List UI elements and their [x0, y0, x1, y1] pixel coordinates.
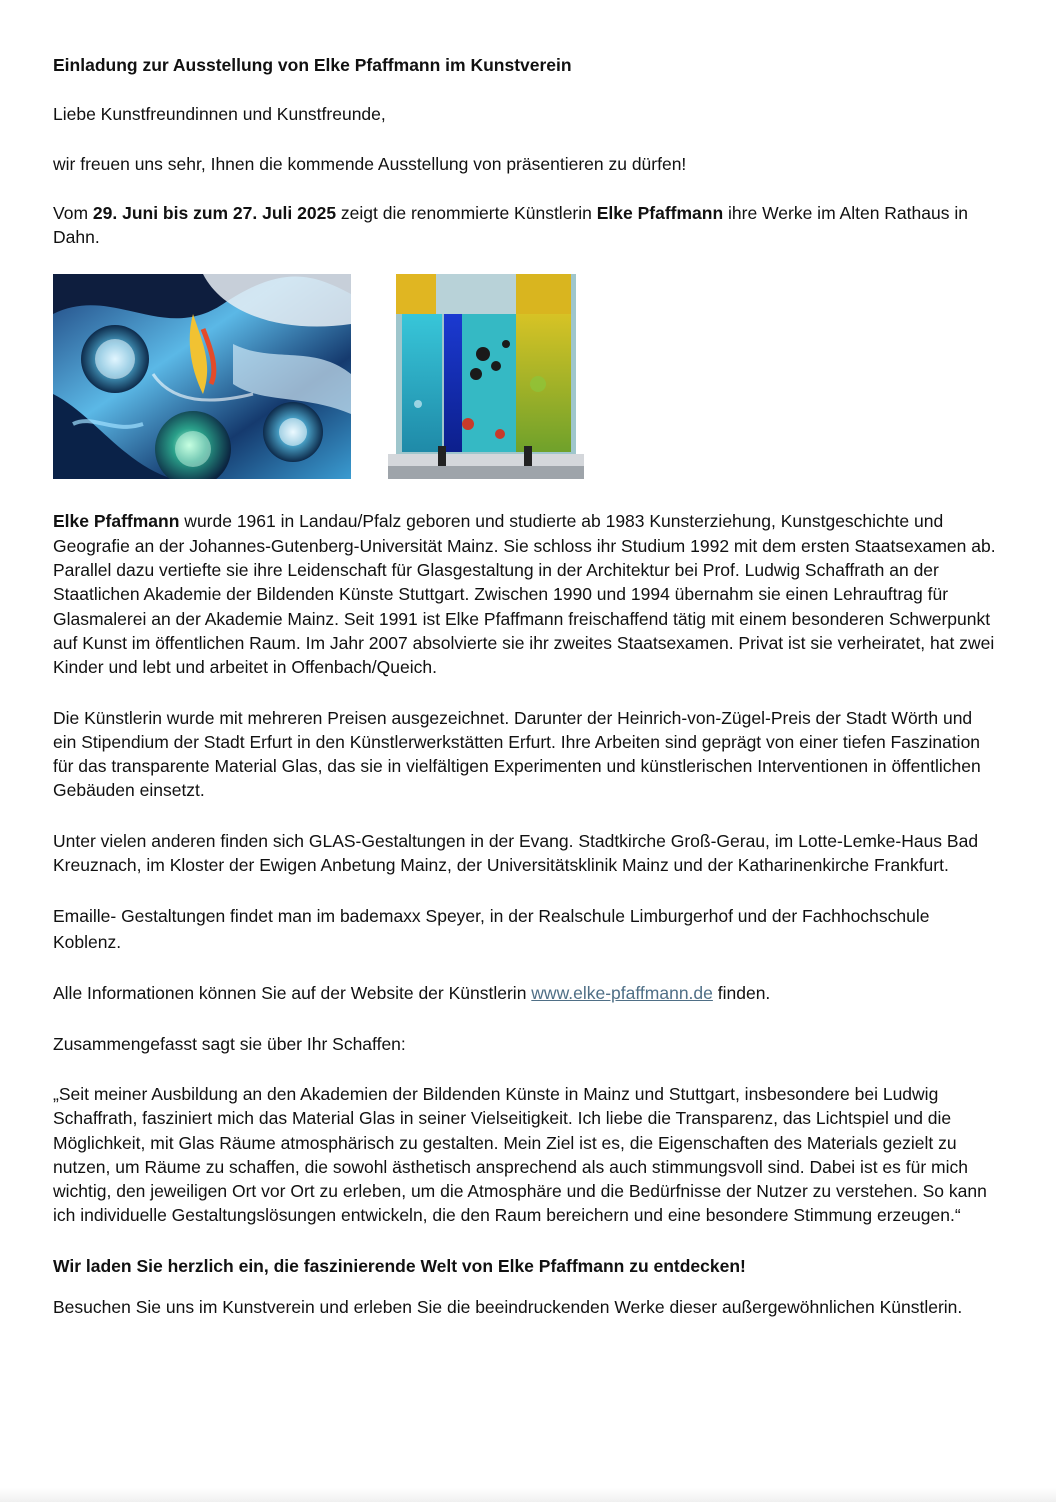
document-title: Einladung zur Ausstellung von Elke Pfaffmann im Kunstverein: [53, 55, 572, 75]
biography-paragraph: [53, 509, 998, 679]
page-bottom-edge: [0, 1488, 1056, 1502]
artwork-images: [53, 274, 998, 479]
website-paragraph: [53, 981, 998, 1005]
dates-pre: Vom: [53, 202, 93, 223]
invitation-heading: Wir laden Sie herzlich ein, die faszinierende Welt von Elke Pfaffmann zu entdecken!: [53, 1255, 746, 1276]
enamel-works-paragraph: Emaille- Gestaltungen findet man im bademaxx Speyer, in der Realschule Limburgerhof und der Fachhochschule Koblenz.: [53, 906, 930, 953]
dates-post: ihre Werke im Alten Rathaus in Dahn.: [53, 202, 968, 248]
intro-paragraph: wir freuen uns sehr, Ihnen die kommende Ausstellung von präsentieren zu dürfen!: [53, 153, 687, 174]
document-page: [53, 53, 998, 1320]
artwork-painting-image: [53, 274, 351, 479]
awards-paragraph: Die Künstlerin wurde mit mehreren Preisen ausgezeichnet. Darunter der Heinrich-von-Zügel-Preis der Stadt Wörth und ein Stipendium der Stadt Erfurt in den Künstlerwerkstätten Erfurt. Ihre Arbeiten sind geprägt von einer tiefen Faszination für das transparente Material Glas, das sie in vielfältigen Experimenten und künstlerischen Interventionen in öffentlichen Gebäuden einsetzt.: [53, 707, 981, 801]
artist-quote: „Seit meiner Ausbildung an den Akademien der Bildenden Künste in Mainz und Stuttgart, insbesondere bei Ludwig Schaffrath, fasziniert mich das Material Glas in seiner Vielseitigkeit. Ich liebe die Transparenz, das Lichtspiel und die Möglichkeit, mit Glas Räume atmosphärisch zu gestalten. Mein Ziel ist es, die Eigenschaften des Materials gezielt zu nutzen, um Räume zu schaffen, die sowohl ästhetisch ansprechend als auch stimmungsvoll sind. Dabei ist es für mich wichtig, den jeweiligen Ort vor Ort zu erleben, um die Atmosphäre und die Bedürfnisse der Nutzer zu verstehen. So kann ich individuelle Gestaltungslösungen entwickeln, die den Raum bereichern und eine besondere Stimmung erzeugen.“: [53, 1083, 987, 1226]
summary-intro: Zusammengefasst sagt sie über Ihr Schaffen:: [53, 1033, 406, 1054]
glass-works-paragraph: Unter vielen anderen finden sich GLAS-Gestaltungen in der Evang. Stadtkirche Groß-Gerau, im Lotte-Lemke-Haus Bad Kreuznach, im Kloster der Ewigen Anbetung Mainz, der Universitätsklinik Mainz und der Katharinenkirche Frankfurt.: [53, 830, 979, 876]
exhibition-dates: 29. Juni bis zum 27. Juli 2025: [92, 202, 337, 223]
website-post: finden.: [712, 983, 771, 1004]
greeting: Liebe Kunstfreundinnen und Kunstfreunde,: [53, 104, 386, 125]
website-link[interactable]: www.elke-pfaffmann.de: [531, 983, 713, 1004]
dates-mid: zeigt die renommierte Künstlerin: [336, 202, 597, 223]
dates-paragraph: [53, 201, 998, 250]
website-pre: Alle Informationen können Sie auf der Website der Künstlerin: [53, 983, 532, 1004]
artist-name: Elke Pfaffmann: [596, 202, 724, 223]
closing-paragraph: Besuchen Sie uns im Kunstverein und erleben Sie die beeindruckenden Werke dieser außergewöhnlichen Künstlerin.: [53, 1297, 963, 1318]
artwork-glass-object-image: [388, 274, 584, 479]
bio-text: wurde 1961 in Landau/Pfalz geboren und studierte ab 1983 Kunsterziehung, Kunstgeschichte und Geografie an der Johannes-Gutenberg-Universität Mainz. Sie schloss ihr Studium 1992 mit dem ersten Staatsexamen ab. Parallel dazu vertiefte sie ihre Leidenschaft für Glasgestaltung in der Architektur bei Prof. Ludwig Schaffrath an der Staatlichen Akademie der Bildenden Künste Stuttgart. Zwischen 1990 und 1994 übernahm sie einen Lehrauftrag für Glasmalerei an der Akademie Mainz. Seit 1991 ist Elke Pfaffmann freischaffend tätig mit einem besonderen Schwerpunkt auf Kunst im öffentlichen Raum. Im Jahr 2007 absolvierte sie ihr zweites Staatsexamen. Privat ist sie verheiratet, hat zwei Kinder und lebt und arbeitet in Offenbach/Queich.: [53, 511, 996, 678]
bio-artist-name: Elke Pfaffmann: [53, 511, 180, 532]
